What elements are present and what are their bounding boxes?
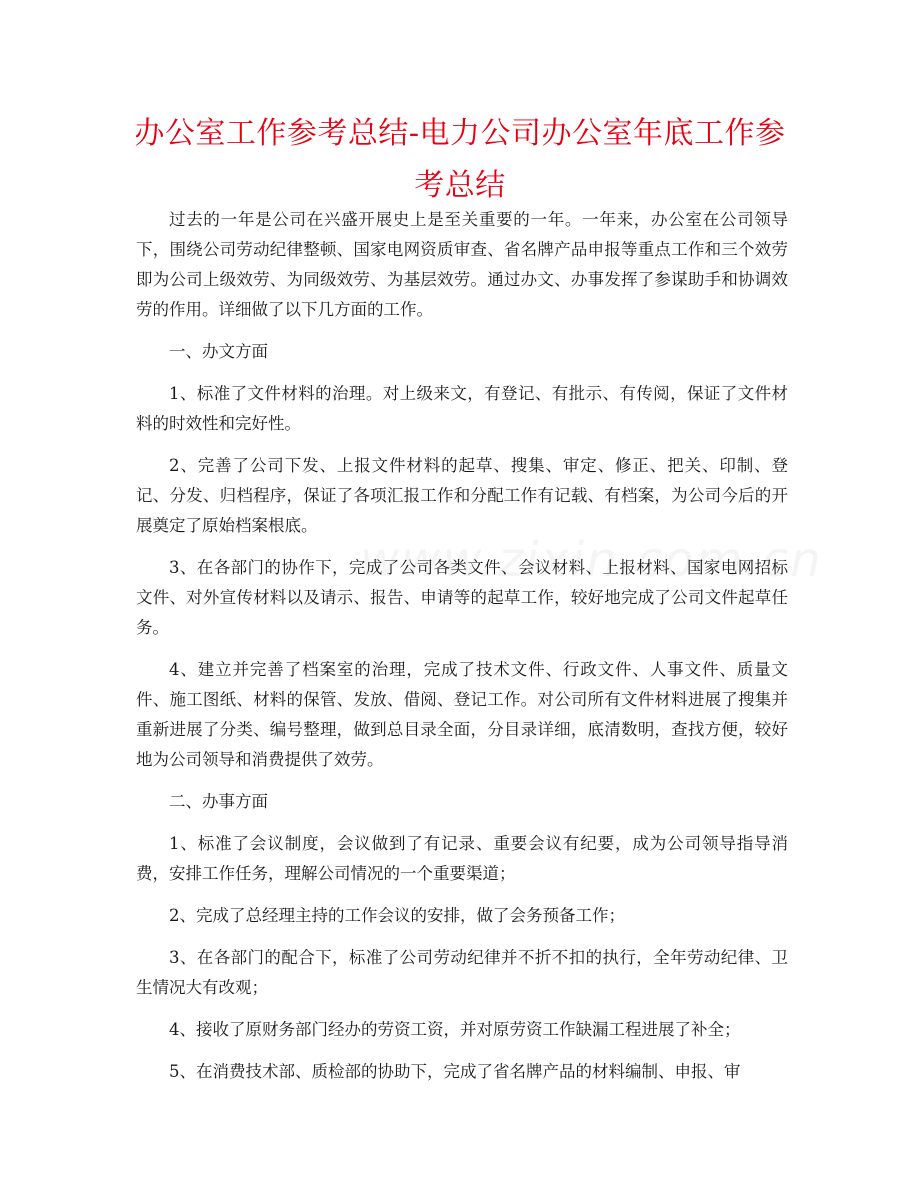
paragraph-item: 4、接收了原财务部门经办的劳资工资，并对原劳资工作缺漏工程进展了补全； — [169, 1020, 741, 1039]
paragraph-item: 3、在各部门的配合下，标准了公司劳动纪律并不折不扣的执行，全年劳动纪律、卫生情况大有改观； — [136, 948, 788, 997]
paragraph-item: 5、在消费技术部、质检部的协助下，完成了省名牌产品的材料编制、申报、审 — [169, 1062, 741, 1081]
paragraph-intro: 过去的一年是公司在兴盛开展史上是至关重要的一年。一年来，办公室在公司领导下，围绕公司劳动纪律整顿、国家电网资质审查、省名牌产品申报等重点工作和三个效劳即为公司上级效劳、为同级效劳、为基层效劳。通过办文、办事发挥了参谋助手和协调效劳的作用。详细做了以下几方面的工作。 — [136, 210, 788, 319]
section-heading-documents: 一、办文方面 — [169, 342, 268, 361]
paragraph-item: 2、完成了总经理主持的工作会议的安排，做了会务预备工作； — [169, 906, 625, 925]
paragraph-item: 3、在各部门的协作下，完成了公司各类文件、会议材料、上报材料、国家电网招标文件、对外宣传材料以及请示、报告、申请等的起草工作，较好地完成了公司文件起草任务。 — [136, 558, 788, 637]
section-heading-affairs: 二、办事方面 — [169, 792, 268, 811]
paragraph-item: 2、完善了公司下发、上报文件材料的起草、搜集、审定、修正、把关、印制、登记、分发、归档程序，保证了各项汇报工作和分配工作有记载、有档案，为公司今后的开展奠定了原始档案根底。 — [136, 456, 788, 535]
document-body — [136, 205, 788, 1099]
paragraph-item: 1、标准了文件材料的治理。对上级来文，有登记、有批示、有传阅，保证了文件材料的时效性和完好性。 — [136, 384, 788, 433]
document-title: 办公室工作参考总结-电力公司办公室年底工作参考总结 — [134, 116, 786, 203]
paragraph-item: 4、建立并完善了档案室的治理，完成了技术文件、行政文件、人事文件、质量文件、施工图纸、材料的保管、发放、借阅、登记工作。对公司所有文件材料进展了搜集并重新进展了分类、编号整理，做到总目录全面，分目录详细，底清数明，查找方便，较好地为公司领导和消费提供了效劳。 — [136, 660, 788, 769]
paragraph-item: 1、标准了会议制度，会议做到了有记录、重要会议有纪要，成为公司领导指导消费，安排工作任务，理解公司情况的一个重要渠道； — [136, 834, 788, 883]
